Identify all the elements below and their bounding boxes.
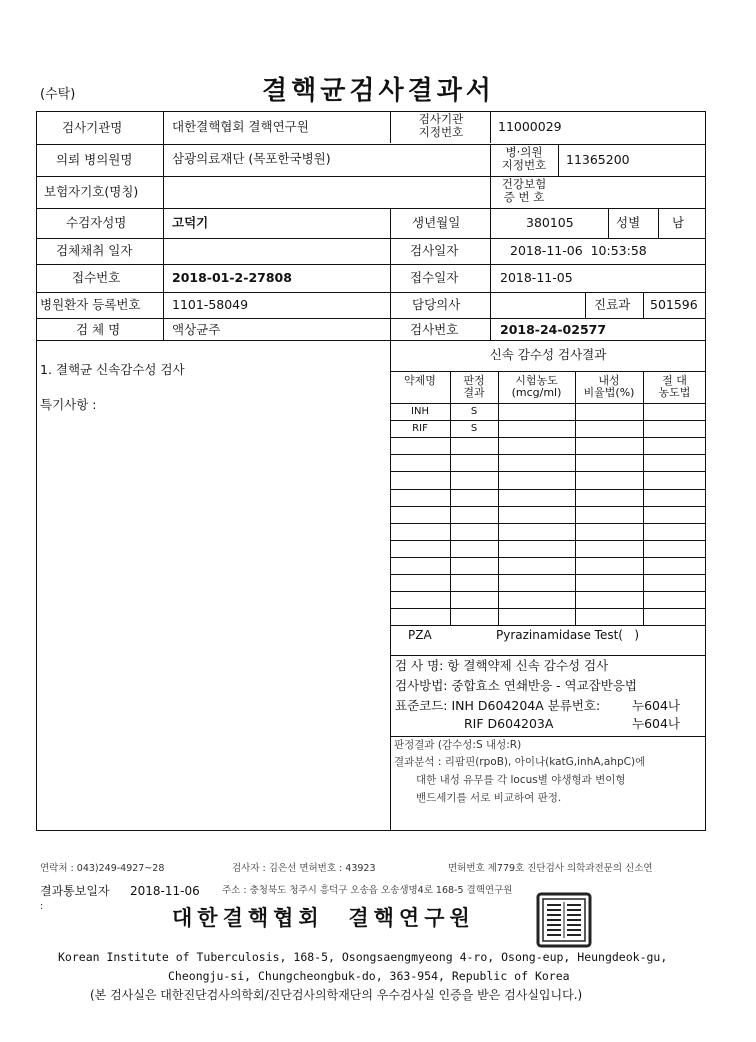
dob-value: 380105	[526, 215, 574, 230]
sex-label: 성별	[616, 215, 641, 230]
analysis-line-1: 결과분석 : 리팜핀(rpoB), 아이나(katG,inhA,ahpC)에	[394, 756, 646, 768]
report-date-label: 결과통보일자	[40, 884, 110, 898]
column-header-line: 비율법(%)	[583, 386, 635, 399]
hospital-name: 삼광의료재단 (목포한국병원)	[172, 151, 331, 166]
sensitivity-column-header	[643, 375, 706, 399]
test-no: 2018-24-02577	[500, 322, 607, 337]
column-header-line: 결과	[463, 386, 485, 399]
grid-line	[390, 420, 706, 421]
grid-line	[390, 403, 706, 404]
english-address-2: Cheongju-si, Chungcheongbuk-do, 363-954, Republic of Korea	[168, 969, 570, 983]
receipt-no: 2018-01-2-27808	[172, 270, 292, 285]
grid-line	[390, 608, 706, 609]
remarks-label: 특기사항 :	[40, 397, 97, 412]
column-header-line: (mcg/ml)	[511, 386, 562, 399]
grid-line	[390, 540, 706, 541]
grid-line	[450, 371, 451, 625]
class-code-2: 누604나	[632, 716, 681, 731]
grid-line	[390, 574, 706, 575]
column-header-line: 절 대	[662, 374, 687, 387]
grid-line	[390, 523, 706, 524]
dept-label: 진료과	[594, 297, 631, 312]
specimen-value: 액상균주	[172, 322, 221, 337]
method-line: 검사방법: 중합효소 연쇄반응 - 역교잡반응법	[395, 678, 637, 693]
table-cell: S	[470, 423, 478, 435]
grid-line	[390, 454, 706, 455]
table-cell: RIF	[412, 423, 428, 435]
sensitivity-column-header	[390, 375, 450, 387]
column-header-line: 판정	[463, 374, 485, 387]
footer-colon: :	[40, 901, 44, 912]
grid-line	[390, 489, 706, 490]
inst-name-label: 검사기관명	[62, 120, 123, 135]
report-date: 2018-11-06	[130, 884, 200, 898]
analysis-line-2: 대한 내성 유무를 각 locus별 야생형과 변이형	[416, 774, 626, 786]
health-no-label: 건강보험 증 번 호	[501, 177, 547, 204]
column-header-line: 시험농도	[515, 374, 558, 387]
grid-line	[390, 437, 706, 438]
patient-name: 고덕기	[172, 215, 209, 230]
test-date-label: 검사일자	[410, 243, 459, 258]
table-cell: INH	[411, 406, 429, 417]
standard-code-2: RIF D604203A	[464, 716, 554, 731]
hospital-label: 의뢰 병의원명	[56, 152, 133, 167]
test-date: 2018-11-06 10:53:58	[510, 243, 647, 258]
grid-line	[498, 371, 499, 625]
doctor-label: 담당의사	[412, 297, 461, 312]
pza-test: Pyrazinamidase Test( )	[496, 628, 640, 643]
sensitivity-title: 신속 감수성 검사결과	[489, 347, 607, 362]
class-code-1: 누604나	[632, 698, 681, 713]
dept-value: 501596	[650, 297, 698, 312]
grid-line	[643, 371, 644, 625]
test-item: 1. 결핵균 신속감수성 검사	[40, 362, 185, 377]
grid-line	[390, 557, 706, 558]
outsourced-tag: (수탁)	[40, 87, 76, 102]
dob-label: 생년월일	[412, 215, 461, 230]
column-header-line: 약제명	[404, 374, 436, 387]
receipt-date: 2018-11-05	[500, 270, 573, 285]
reg-label: 병원환자 등록번호	[40, 297, 141, 312]
inst-name: 대한결핵협회 결핵연구원	[172, 119, 309, 134]
hosp-code-label: 병·의원 지정번호	[501, 145, 547, 172]
standard-code-1: 표준코드: INH D604204A 분류번호:	[395, 698, 601, 713]
table-cell: S	[470, 406, 478, 417]
column-header-line: 농도법	[658, 386, 691, 399]
reviewer-info: 면허번호 제779호 진단검사 의학과전문의 신소연	[448, 863, 653, 874]
sensitivity-column-header	[498, 375, 575, 399]
analysis-line-3: 밴드세기를 서로 비교하여 판정.	[416, 792, 562, 804]
method-name: 검 사 명: 항 결핵약제 신속 감수성 검사	[395, 658, 609, 673]
grid-line	[390, 471, 706, 472]
pza-label: PZA	[408, 628, 432, 643]
address: 주소 : 충청북도 청주시 흥덕구 오송읍 오송생명4로 168-5 결핵연구원	[222, 885, 513, 896]
hosp-code: 11365200	[566, 152, 630, 167]
test-no-label: 검사번호	[410, 322, 459, 337]
grid-line	[575, 371, 576, 625]
grid-line	[390, 591, 706, 592]
document-title: 결핵균검사결과서	[262, 76, 495, 106]
column-header-line: 내성	[598, 374, 620, 387]
inst-code: 11000029	[498, 119, 562, 134]
specimen-label: 검 체 명	[76, 322, 121, 337]
receipt-date-label: 접수일자	[410, 270, 459, 285]
sensitivity-column-header	[575, 375, 643, 399]
official-seal	[536, 892, 592, 948]
examiner-info: 검사자 : 김은선 면허번호 : 43923	[232, 863, 376, 874]
insured-label: 보험자기호(명칭)	[44, 184, 139, 199]
patient-label: 수검자성명	[66, 215, 127, 230]
collect-label: 검체채취 일자	[56, 243, 133, 258]
english-address-1: Korean Institute of Tuberculosis, 168-5, Osongsaengmyeong 4-ro, Osong-eup, Heungdeok-gu,	[58, 950, 668, 964]
certification-note: (본 검사실은 대한진단검사의학회/진단검사의학재단의 우수검사실 인증을 받은 검사실입니다.)	[90, 988, 583, 1002]
result-legend: 판정결과 (감수성:S 내성:R)	[394, 739, 522, 751]
inst-code-label: 검사기관 지정번호	[418, 112, 464, 139]
grid-line	[390, 625, 706, 626]
sensitivity-column-header	[450, 375, 498, 399]
org-name: 대한결핵협회 결핵연구원	[172, 905, 475, 930]
sex-value: 남	[672, 215, 685, 230]
grid-line	[390, 506, 706, 507]
receipt-label: 접수번호	[72, 270, 121, 285]
contact-info: 연락처 : 043)249-4927~28	[40, 863, 165, 874]
reg-no: 1101-58049	[172, 297, 249, 312]
